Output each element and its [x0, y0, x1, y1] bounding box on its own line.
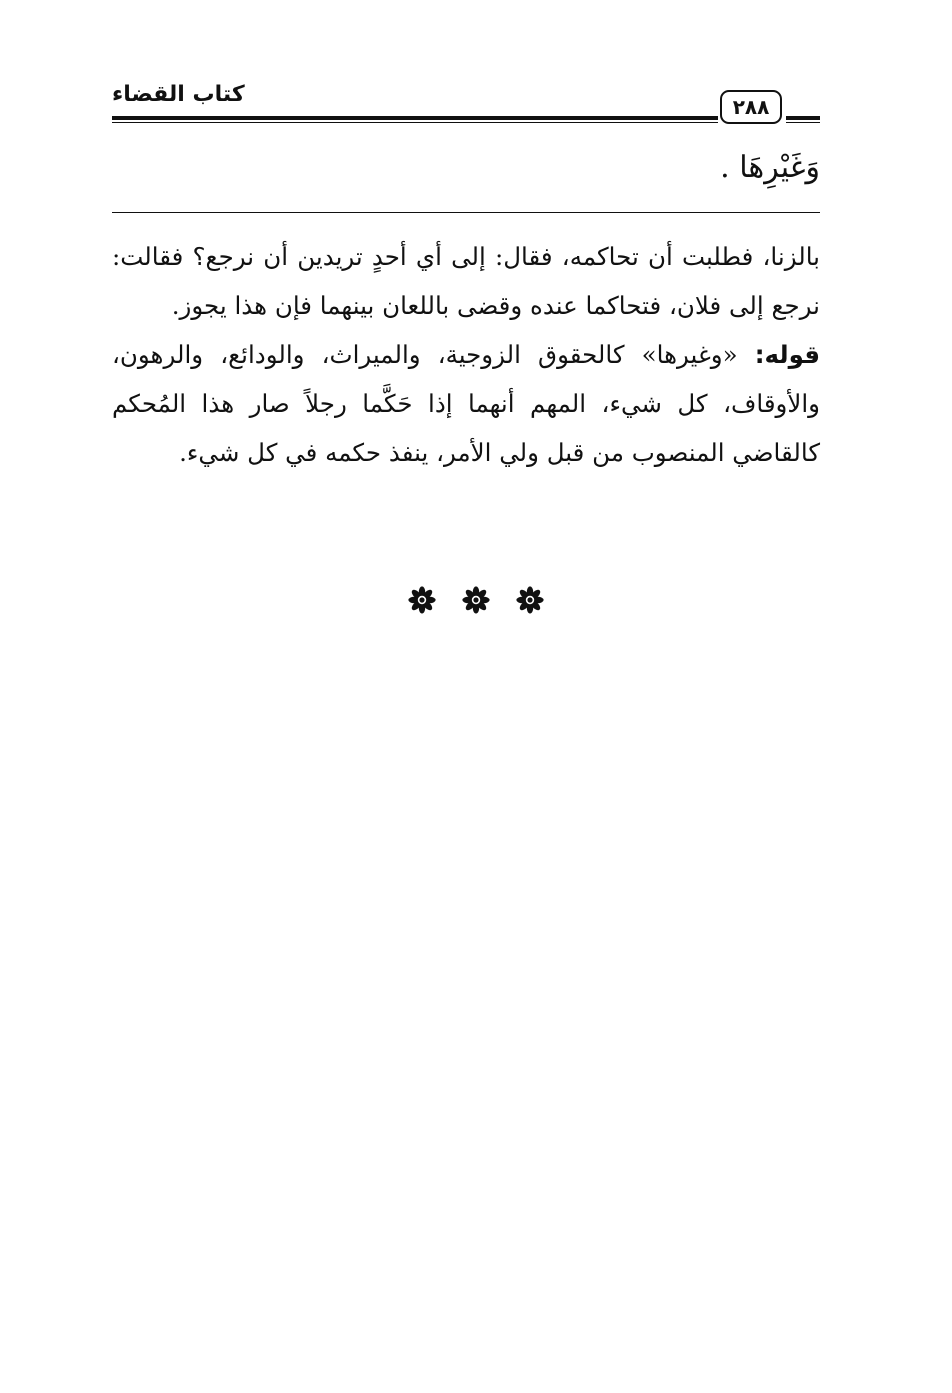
header-rule-thick-right — [786, 116, 820, 120]
paragraph-2 — [112, 330, 820, 477]
matn-text: وَغَيْرِهَا . — [720, 150, 820, 185]
header-rule-thin-right — [786, 122, 820, 123]
running-header-title: كتاب القضاء — [112, 82, 245, 107]
page-number-box — [720, 90, 782, 124]
matn-separator-rule — [112, 212, 820, 213]
header-rule-thick-left — [112, 116, 718, 120]
header-rule-thin-left — [112, 122, 718, 123]
section-end-ornaments — [0, 586, 952, 614]
commentary-body — [112, 232, 820, 477]
star-flower-ornament-icon — [462, 586, 490, 614]
paragraph-1: بالزنا، فطلبت أن تحاكمه، فقال: إلى أي أحدٍ تريدين أن نرجع؟ فقالت: نرجع إلى فلان، فتحاكما عنده وقضى باللعان بينهما فإن هذا يجوز. — [112, 242, 820, 320]
star-flower-ornament-icon — [408, 586, 436, 614]
paragraph-2-text: «وغيرها» كالحقوق الزوجية، والميراث، والودائع، والرهون، والأوقاف، كل شيء، المهم أنهما إذا حَكَّما رجلاً صار هذا المُحكم كالقاضي المنصوب من قبل ولي الأمر، ينفذ حكمه في كل شيء. — [112, 340, 820, 467]
star-flower-ornament-icon — [516, 586, 544, 614]
page-number: ٢٨٨ — [732, 95, 770, 119]
paragraph-2-lead: قوله: — [754, 340, 820, 369]
